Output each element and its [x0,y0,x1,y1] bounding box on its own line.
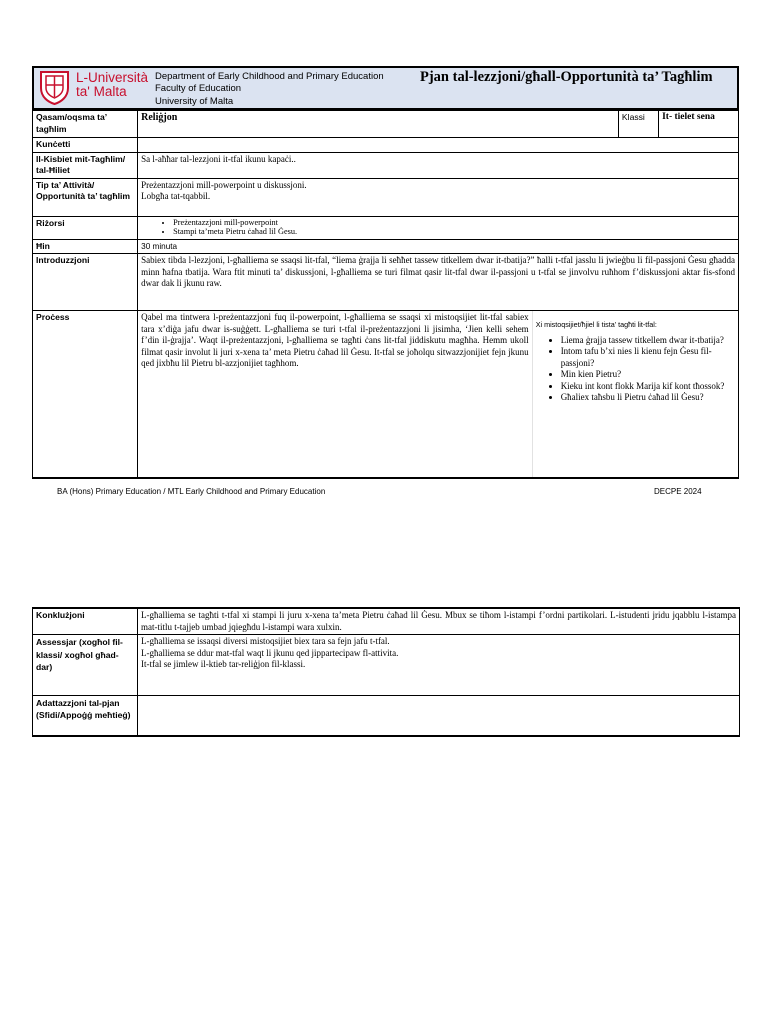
question-item: • Intom tafu b’xi nies li kienu fejn Ġesu fil-passjoni? [561,346,735,369]
question-item: • Liema ġrajja tassew titkellem dwar it-tbatija? [561,335,735,347]
time-label: Ħin [33,239,138,254]
footer-code: DECPE 2024 [654,487,702,496]
time-row [33,239,739,254]
lesson-plan-table [32,109,739,479]
activity-value [138,178,739,216]
assessment-row [33,635,740,696]
question-item: • Kieku int kont flokk Marija kif kont tħossok? [561,381,735,393]
subject-row [33,110,739,138]
logo-text-line1: L-Università [76,70,149,85]
assessment-label: Assessjar (xogħol fil-klassi/ xogħol għad-dar) [33,635,138,696]
activity-line-1: Preżentazzjoni mill-powerpoint u diskussjoni. [141,179,307,190]
conclusion-label: Konklużjoni [33,608,138,635]
concepts-value [138,138,739,153]
document-header [32,66,739,110]
assessment-line: L-għalliema se ddur mat-tfal waqt li jkunu qed jippartecipaw fl-attivita. [141,647,399,658]
question-item: • Min kien Pietru? [561,369,735,381]
adaptation-value [138,696,740,736]
adaptation-label: Adattazzjoni tal-pjan (Sfidi/Appoġġ meħtieġ) [33,696,138,736]
concepts-label: Kunċetti [33,138,138,153]
subject-class-inner [138,111,738,137]
assessment-line: L-għalliema se issaqsi diversi mistoqsijiet biex tara sa fejn jafu t-tfal. [141,636,390,646]
faculty-name: Faculty of Education [155,83,242,95]
resources-row [33,216,739,239]
subject-class-cell [138,110,739,138]
questions-list [536,335,735,405]
footer-course: BA (Hons) Primary Education / MTL Early Childhood and Primary Education [57,487,326,496]
document-title: Pjan tal-lezzjoni/għall-Opportunità ta’ Tagħlim [420,69,713,85]
introduction-row [33,254,739,311]
resources-label: Riżorsi [33,216,138,239]
conclusion-text: L-għalliema se tagħti t-tfal xi stampi li juru x-xena ta’meta Pietru ċaħad lil Ġesu. Mbux se tiħom l-istampi f’ordni partikolari. L-istudenti jridu jqabblu l-istampa mat-titlu t-tajjeb umbad jqiegħdu l-istampi wara xulxin. [138,608,740,635]
university-name: University of Malta [155,95,234,107]
questions-cell [532,311,738,478]
class-label: Klassi [618,111,658,137]
resource-item: • Preżentazzjoni mill-powerpoint [173,218,735,228]
logo-text-line2: ta' Malta [76,84,127,99]
class-value: It- tielet sena [662,112,715,122]
process-text: Qabel ma tintwera l-preżentazzjoni fuq il-powerpoint, l-għalliema se ssaqsi xi mistoqsijiet lit-tfal sabiex tara x’diġa jafu dwar is-suġġett. L-għalliema se turi t-tfal il-preżentazzjoni li jisimha, ‘Jien kelli sehem f’din il-ġrajja’. Waqt il-preżentazzjoni, l-għalliema se tagħti ċans lit-tfal jiddiskutu magħha. Hemm ukoll filmat qasir involut li juri x-xena ta’ meta Pietru ċaħad lil Ġesu. It-tfal se joħolqu sitwazzjonijiet fejn jkunu qed jixbħu lil Pietru bl-azzjonijiet tagħhom. [138,311,533,478]
outcomes-value: Sa l-aħħar tal-lezzjoni it-tfal ikunu kapaċi.. [138,152,739,178]
lesson-plan-table-2 [32,607,740,737]
process-row [33,311,739,478]
university-logo [38,70,150,106]
department-block [155,71,384,108]
subject-label: Qasam/oqsma ta’ tagħlim [33,110,138,138]
resources-value [138,216,739,239]
resources-list [141,218,735,237]
process-label: Proċess [33,311,138,478]
activity-row [33,178,739,216]
department-name: Department of Early Childhood and Primary Education [155,71,384,82]
assessment-text [138,635,740,696]
assessment-line: It-tfal se jimlew il-ktieb tar-reliġjon fil-klassi. [141,659,306,669]
activity-label: Tip ta’ Attività/ Opportunità ta’ tagħlim [33,178,138,216]
subject-value: Reliġjon [138,111,618,137]
outcomes-row [33,152,739,178]
resource-item: • Stampi ta’meta Pietru ċaħad lil Ġesu. [173,227,735,237]
activity-line-2: Lobgħa tat-tqabbil. [141,191,211,201]
conclusion-row [33,608,740,635]
concepts-row [33,138,739,153]
questions-title: Xi mistoqsijiet/ħjiel li tista’ tagħti lit-tfal: [535,320,657,329]
adaptation-row [33,696,740,736]
introduction-text: Sabiex tibda l-lezzjoni, l-għalliema se ssaqsi lit-tfal, “liema ġrajja li seħħet tassew titkellem dwar it-tbatija?” ħalli t-tfal jasslu li jwieġbu li fil-passjoni Ġesu għadda minn ħafna tbatija. Wara ftit minuti ta’ diskussjoni, l-għalliema se turi filmat qasir lit-tfal dwar il-passjoni u t-tfal se jinvolvu ruħhom f’diskussjoni aktar fis-sfond dwar dak li jkunu raw. [138,254,739,311]
outcomes-label: Il-Kisbiet mit-Tagħlim/ tal-Ħiliet [33,152,138,178]
question-item: • Għaliex taħsbu li Pietru ċaħad lil Ġesu? [561,392,735,404]
time-value: 30 minuta [138,239,739,254]
introduction-label: Introduzzjoni [33,254,138,311]
